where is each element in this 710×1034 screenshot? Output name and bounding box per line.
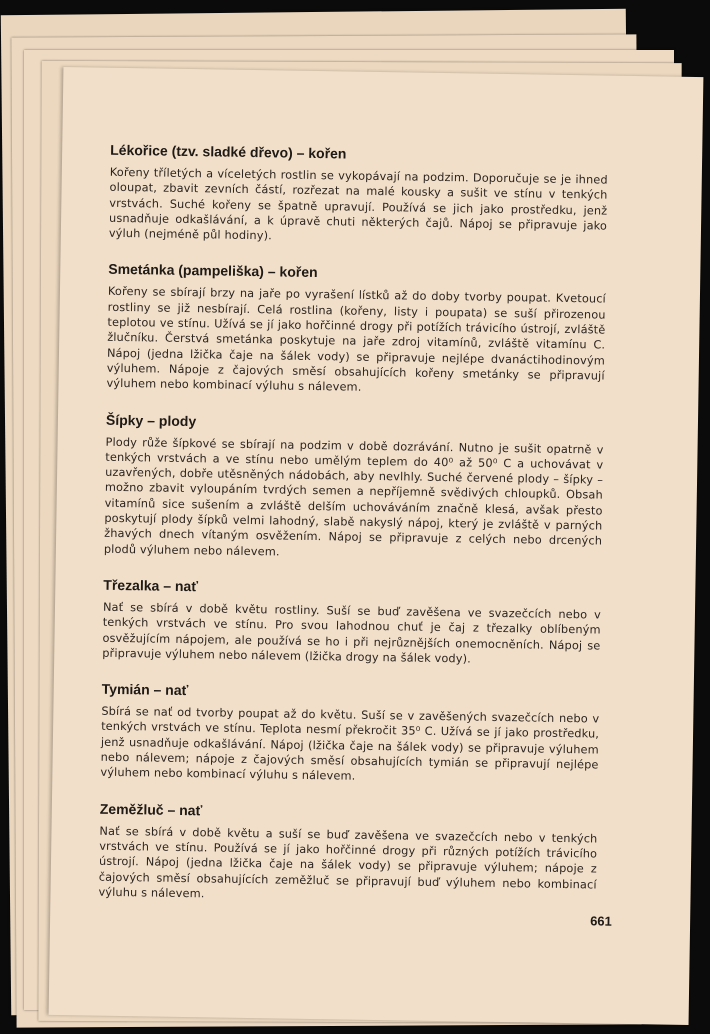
section-text: Sbírá se nať od tvorby poupat až do květu. Suší se v zavěšených svazečcích nebo v tenkých vrstvách ve stínu. Teplota nesmí překročit 35⁰ C. Užívá se jí jako prostředku, jenž usnadňuje odkašlávání. Nápoj (lžička čaje na šálek vody) se připravuje výluhem nebo nálevem; nápoje z čajových směsí obsahujících tymián se připravují nejlépe výluhem nebo kombinací výluhu s nálevem. — [100, 704, 600, 784]
section-sipky — [104, 411, 604, 564]
section-heading: Šípky – plody — [105, 411, 197, 429]
section-text: Kořeny se sbírají brzy na jaře po vyrašení lístků až do doby tvorby poupat. Kvetoucí rostliny se již nesbírají. Celá rostlina (kořeny, listy i poupata) se suší přirozenou teplotou ve stínu. Užívá se jí jako hořčinné drogy při potížích trávicího ústrojí, zvláště žlučníku. Čerstvá smetánka poskytuje na jaře zdroj vitamínů, zvláště vitamínu C. Nápoj (jedna lžička čaje na šálek vody) se připravuje nejlépe dvanáctihodinovým výluhem. Nápoje z čajových směsí obsahujících kořeny smetánky se připravují výluhem nebo kombinací výluhu s nálevem. — [106, 285, 607, 395]
section-heading: Zeměžluč – nať — [99, 800, 203, 818]
section-text: Nať se sbírá v době květu a suší se buď zavěšena ve svazečcích nebo v tenkých vrstvách ve stínu. Používá se jí jako hořčinné drogy při různých potížích trávicího ústrojí. Nápoj (jedna lžička čaje na šálek vody) se připravuje výluhem; nápoje z čajových směsí obsahujících zeměžluč se připravují buď výluhem nebo kombinací výluhu s nálevem. — [98, 824, 598, 901]
section-heading: Smetánka (pampeliška) – kořen — [108, 261, 318, 281]
page-content — [98, 142, 608, 928]
section-heading: Třezalka – nať — [103, 576, 199, 595]
section-trezalka — [102, 577, 601, 669]
section-heading: Lékořice (tzv. sladké dřevo) – kořen — [110, 141, 347, 162]
section-lekorice — [109, 142, 609, 249]
page — [49, 67, 704, 1025]
section-smetanka — [106, 261, 606, 399]
section-heading: Tymián – nať — [101, 680, 189, 699]
section-zemezluc — [98, 800, 598, 907]
page-number: 661 — [590, 913, 612, 929]
section-tymian — [100, 681, 600, 788]
section-text: Nať se sbírá v době květu rostliny. Suší se buď zavěšena ve svazečcích nebo v tenkých vrstvách ve stínu. Pro svou lahodnou chuť je čaj z třezalky oblíbeným osvěžujícím nápojem, ale používá se ho i při nejrůznějších onemocněních. Nápoj se připravuje výluhem nebo nálevem (lžička drogy na šálek vody). — [102, 600, 602, 666]
section-text: Kořeny tříletých a víceletých rostlin se vykopávají na podzim. Doporučuje se je ihned oloupat, zbavit zevních částí, rozřezat na malé kousky a sušit ve stínu v tenkých vrstvách. Suché kořeny se špatně upravují. Používá se jich jako prostředku, jenž usnadňuje odkašlávání, a k úpravě chuti některých čajů. Nápoj se připravuje jako výluh (nejméně půl hodiny). — [108, 165, 608, 243]
section-text: Plody růže šípkové se sbírají na podzim v době dozrávání. Nutno je sušit opatrně v tenkých vrstvách a ve stínu nebo umělým teplem do 40⁰ až 50⁰ C a uchovávat v uzavřených, dobře utěsněných nádobách, aby nevlhly. Suché červené plody – šípky – možno zbavit vyloupáním tvrdých semen a nepříjemně svědivých chloupků. Obsah vitamínů sice sušením a zvláště delším uchováváním značně klesá, avšak přesto poskytují plody šípků velmi lahodný, slabě nakyslý nápoj, který je zvláště v parných žhavých dnech vítaným osvěžením. Nápoj se připravuje z celých nebo drcených plodů výluhem nebo nálevem. — [103, 435, 604, 559]
